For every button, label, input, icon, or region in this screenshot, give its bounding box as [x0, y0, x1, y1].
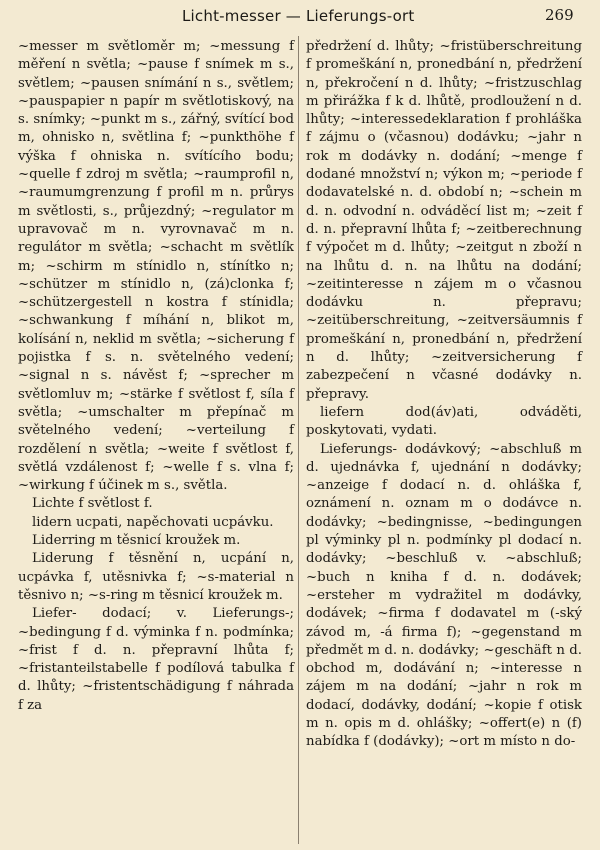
page-header [0, 4, 600, 30]
entry-liefer: Liefer- dodací; v. Lieferungs-; ~bedingung f d. výminka f n. podmínka; ~frist f d. n. přepravní lhůta f; ~fristanteilstabelle f podílová tabulka f d. lhůty; ~fristentschädigung f náhrada f za [18, 606, 294, 713]
entry-lieferungs: Lieferungs- dodávkový; ~abschluß m d. ujednávka f, ujednání n dodávky; ~anzeige f dodací n. d. ohláška f, oznámení n. oznam m o dodávce n. dodávky; ~bedingnisse, ~bedingungen pl výminky pl n. podmínky pl dodací n. dodávky; ~beschluß v. ~abschluß; ~buch n kniha f d. n. dodávek; ~ersteher m vydražitel m dodávky, dodávek; ~firma f dodavatel m (-ský závod m, -á firma f); ~gegenstand m předmět m d. n. dodávky; ~geschäft n d. obchod m, dodávání n; ~interesse n zájem m na dodání; ~jahr n rok m dodací, dodávky, dodání; ~kopie f otisk m n. opis m d. ohlášky; ~offert(e) n (f) nabídka f (dodávky); ~ort m místo n do- [306, 441, 582, 750]
entry-lichte: Lichte f světlost f. [32, 496, 153, 512]
column-divider [298, 36, 299, 844]
entry-licht-messer: ~messer m světloměr m; ~messung f měření n světla; ~pause f snímek m s., světlem; ~pausen snímání n s., světlem; ~pauspapier n papír m světlotiskový, na s. snímky; ~punkt m s., zářný, svítící bod m, ohnisko n, světlina f; ~punkthöhe f výška f ohniska n. svítícího bodu; ~quelle f zdroj m světla; ~raumprofil n, ~raumumgrenzung f profil m n. průrys m světlosti, s., průjezdný; ~regulator m upravovač m n. vyrovnavač m n. regulátor m světla; ~schacht m světlík m; ~schirm m stínidlo n, stínítko n; ~schützer m stínidlo n, (zá)clonka f; ~schützergestell n kostra f stínidla; ~schwankung f míhání n, blikot m, kolísání n, neklid m světla; ~sicherung f pojistka f s. n. světelného vedení; ~signal n s. návěst f; ~sprecher m světlomluv m; ~stärke f světlost f, síla f světla; ~umschalter m přepínač m světelného vedení; ~verteilung f rozdělení n světla; ~weite f světlost f, světlá vzdálenost f; ~welle f s. vlna f; ~wirkung f účinek m s., světla. [18, 39, 294, 494]
entry-liderring: Liderring m těsnicí kroužek m. [32, 533, 241, 549]
entry-liefer-continued: předržení d. lhůty; ~fristüberschreitung f promeškání n, pronedbání n, předržení n, překročení n d. lhůty; ~fristzuschlag m přirážka f k d. lhůtě, prodloužení n d. lhůty; ~interessedeklaration f prohláška f zájmu o (včasnou) dodávku; ~jahr n rok m dodávky n. dodání; ~menge f dodané množství n; výkon m; ~periode f dodavatelské n. d. období n; ~schein m d. n. odvodní n. odváděcí list m; ~zeit f d. n. přepravní lhůta f; ~zeitberechnung f výpočet m d. lhůty; ~zeitgut n zboží n na lhůtu d. n. na lhůtu na dodání; ~zeitinteresse n zájem m o včasnou dodávku n. přepravu; ~zeitüberschreitung, ~zeitversäumnis f promeškání n, pronedbání n, předržení n d. lhůty; ~zeitversicherung f zabezpečení n včasné dodávky n. přepravy. [306, 39, 582, 402]
page-number: 269 [545, 6, 574, 24]
entry-liefern: liefern dod(áv)ati, odváděti, poskytovati, vydati. [306, 404, 582, 439]
running-title: Licht-messer — Lieferungs-ort [182, 7, 415, 25]
left-column [18, 38, 294, 715]
right-column [306, 38, 582, 752]
entry-liderung: Liderung f těsnění n, ucpání n, ucpávka f, utěsnivka f; ~s-material n těsnivo n; ~s-ring m těsnicí kroužek m. [18, 551, 294, 603]
entry-lidern: lidern ucpati, napěchovati ucpávku. [32, 514, 274, 530]
